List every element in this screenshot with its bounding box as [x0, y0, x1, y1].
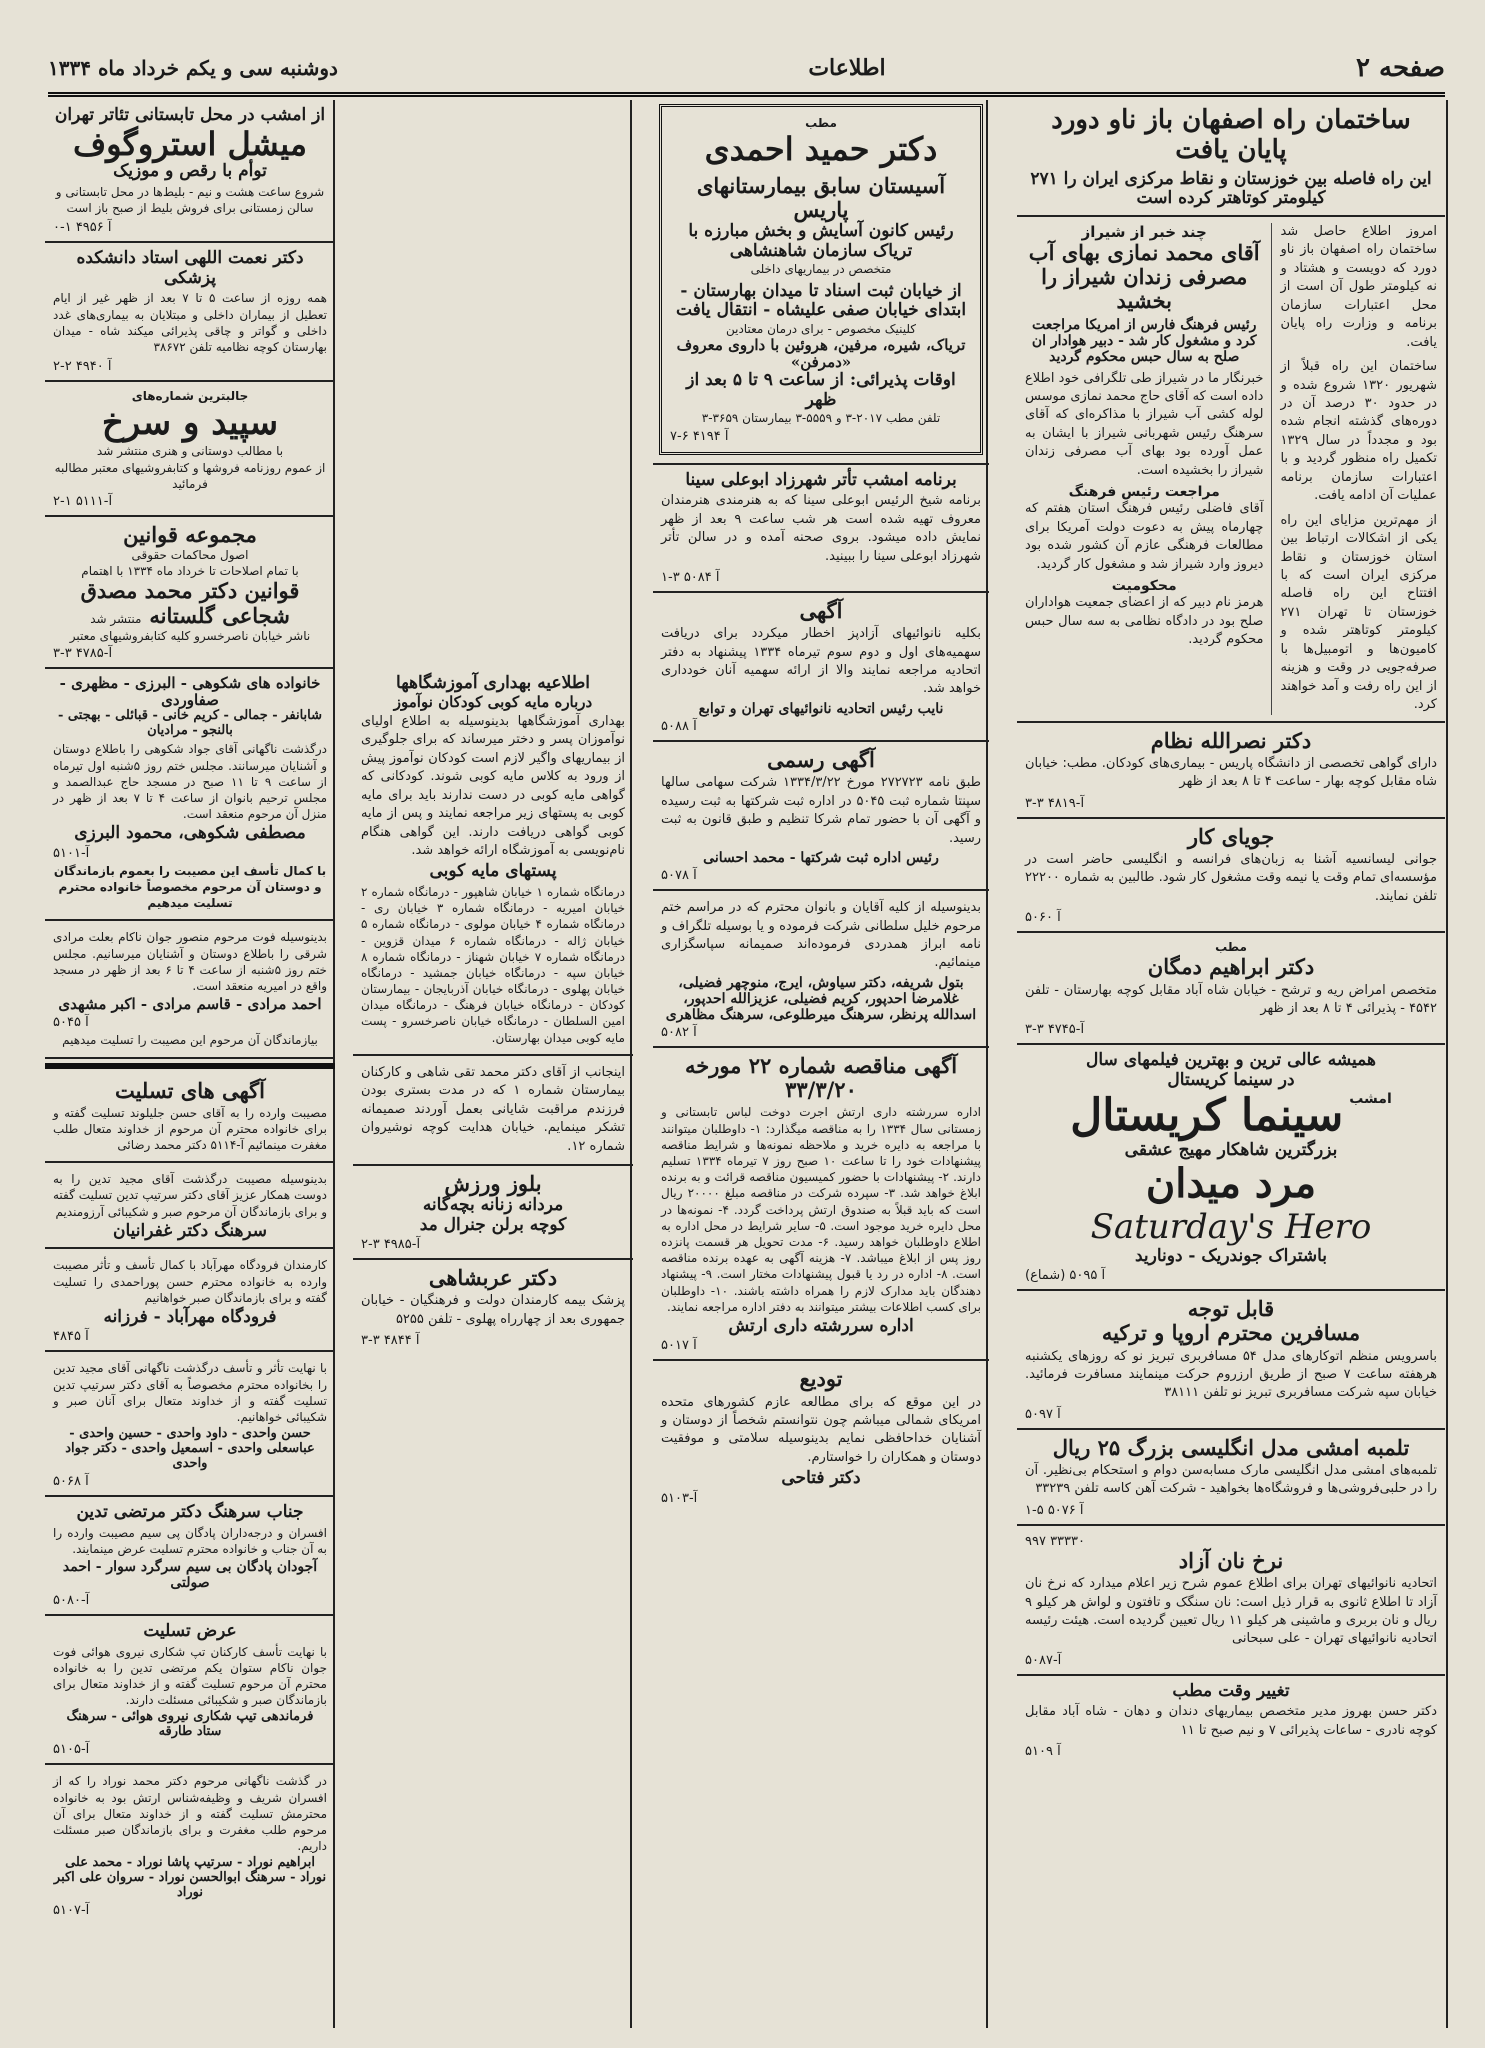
condolence-item-box: [45, 1163, 335, 1249]
column-2: [653, 100, 989, 2028]
tender-signature: اداره سررشته داری ارتش: [728, 1315, 914, 1336]
issue-date: دوشنبه سی و یکم خرداد ماه ۱۳۳۴: [48, 56, 338, 80]
column-divider: [1446, 100, 1448, 2028]
doctor-role: آسیستان سابق بیمارستانهای پاریس: [696, 172, 946, 223]
ad-nasrollah: [1017, 723, 1445, 819]
magazine-name: سپید و سرخ: [101, 403, 279, 444]
ad-code: آ-۵۱۰۷: [53, 1903, 90, 1919]
paper-name: اطلاعات: [808, 55, 886, 81]
doctor-nematollahi-ad: [45, 243, 335, 382]
theatre-subtitle: توأم با رقص و موزیک: [113, 161, 267, 182]
ad-code: آ-۵۱۰۱: [53, 845, 90, 861]
sport-ad: [353, 1166, 633, 1260]
farewell-signature: دکتر فتاحی: [781, 1468, 861, 1489]
doctor-arabshahi-ad: [353, 1260, 633, 1354]
theatre-info: شروع ساعت هشت و نیم - بلیط‌ها در محل تابستانی و سالن زمستانی برای فروش بلیط از صبح باز است: [55, 184, 325, 216]
column-4: [45, 100, 335, 2028]
ad-code: آ ۵۰۶۸: [53, 1474, 89, 1490]
ad-code: آ ۵۰۶۰: [1025, 910, 1061, 926]
ad-code: آ ۴۸۴۵: [53, 1329, 89, 1345]
ad-code: آ ۴۹۴۰ ۲-۲: [53, 359, 112, 375]
thanks-names: بتول شریفه، دکتر سیاوش، ایرج، منوچهر فضیلی، غلامرضا احدپور، کریم فضیلی، عزیزالله احدپور، اسدالله پرنظر، سرهنگ میرطلوعی، سرهنگ مظاهری: [665, 974, 977, 1024]
lead-article: [1017, 100, 1445, 217]
doctor-treatment: تریاک، شیره، مرفین، هروئین با داروی معروف «دمرفن»: [676, 335, 966, 372]
thanks-body: اینجانب از آقای دکتر محمد تقی شاهی و کارکنان بیمارستان شماره ۱ که در مدت بستری بودن فرزندم مراقبت شایانی بعمل آوردند صمیمانه تشکر مینمایم. خیابان هدایت کوچه نوشیروان شماره ۱۲.: [361, 1064, 625, 1154]
official-heading: آگهی رسمی: [767, 747, 875, 773]
law-book-published: منتشر شد: [90, 611, 142, 626]
magazine-subtitle: با مطالب دوستانی و هنری منتشر شد: [96, 444, 284, 459]
bread-price: [1017, 1526, 1445, 1676]
theatre-heading: برنامه امشب تأتر شهرزاد ابوعلی سینا: [685, 469, 957, 490]
law-book-ad: [45, 517, 335, 669]
news-subheadline: رئیس فرهنگ فارس از امریکا مراجعت کرد و مشغول کار شد - دبیر هوادار ان صلح به سال حبس محکوم گردید: [1031, 317, 1257, 366]
condolence-item: با نهایت تأثر و تأسف درگذشت ناگهانی آقای مجید تدین را بخانواده محترم مخصوصاً به آقای دکتر سرتیپ تدین تسلیت گفته و از خداوند متعال برای آنان صبر و شکیبائی خواهانیم.: [53, 1361, 327, 1425]
shiraz-news: [1025, 223, 1272, 715]
doctor-ahmadi-ad: [659, 104, 983, 455]
ad-code: آ-۵۰۸۷: [1025, 1652, 1062, 1668]
law-book-subtitle: اصول محاکمات حقوقی: [131, 548, 249, 563]
doctor-sub: رئیس کانون آسایش و بخش مبارزه با تریاک سازمان شاهنشاهی: [688, 221, 954, 261]
law-book-author: قوانین دکتر محمد مصدق: [80, 578, 300, 604]
bread-ref: ۹۹۷ ۳۳۳۳۰: [1025, 1533, 1085, 1549]
official-notice: [653, 742, 989, 891]
ad-ebrahim: [1017, 933, 1445, 1045]
clinic-time: [1017, 1676, 1445, 1765]
ad-code: آ-۴۹۸۵ ۳-۲: [361, 1237, 421, 1253]
cinema-film-latin: Saturday's Hero: [1090, 1206, 1372, 1247]
law-book-author-row: [53, 604, 327, 628]
travel-notice: [1017, 1291, 1445, 1430]
lead-paragraph: ساختمان این راه قبلاً از شهریور ۱۳۲۰ شروع شده و در حدود ۳۰ درصد آن در دوره‌های گذشته انجام شده بود و مجدداً در سال ۱۳۲۹ تکمیل راه منظور گردید و با اعتبارات سازمان برنامه عملیات آن ادامه یافت.: [1280, 359, 1437, 504]
sport-address: کوچه برلن جنرال مد: [419, 1214, 567, 1235]
posts-body: درمانگاه شماره ۱ خیابان شاهپور - درمانگاه شماره ۲ خیابان امیریه - درمانگاه شماره ۳ خیابان ری - درمانگاه شماره ۴ خیابان مولوی - درمانگاه شماره ۵ خیابان ژاله - درمانگاه شماره ۶ میدان قزوین - درمانگاه شماره ۷ خیابان شهناز - درمانگاه شماره ۸ خیابان سپه - درمانگاه خیابان جمشید - درمانگاه خیابان پهلوی - درمانگاه خیابان آذربایجان - بیمارستان کودکان - درمانگاه خیابان فرهنگ - درمانگاه میدان امین السلطان - درمانگاه خیابان ناصرخسرو - پست مایه کوبی میدان بهارستان.: [361, 884, 626, 1045]
news-paragraph: هرمز نام دبیر که از اعضای جمعیت هواداران صلح بود در دادگاه نظامی به سه سال حبس محکوم گردید.: [1025, 595, 1264, 648]
ad-code: آ-۴۷۴۵ ۳-۳: [1025, 1022, 1085, 1038]
death-notice: [45, 921, 335, 1058]
condolence-item: کارمندان فرودگاه مهرآباد با کمال تأسف و تأثر مصیبت وارده به خانواده محترم حسن پوراحمدی را تسلیت گفته و برای بازماندگان صبر خواهانیم: [53, 1258, 327, 1305]
notice-signature: نایب رئیس اتحادیه نانوائیهای تهران و توابع: [698, 700, 944, 717]
cinema-film: مرد میدان: [1145, 1159, 1317, 1207]
sport-subtitle: مردانه زنانه بچه‌گانه: [422, 1195, 564, 1216]
death-body: بدینوسیله فوت مرحوم منصور جوان ناکام بعلت مرادی شرقی را باطلاع دوستان و آشنایان میرسانیم. مجلس ختم روز ۵شنبه از ساعت ۴ تا ۶ بعد از ظهر در مسجد واقع در امیریه منعقد است.: [53, 930, 327, 993]
notice-body: بهداری آموزشگاهها بدینوسیله به اطلاع اولیای نوآموزان پسر و دختر میرساند که برای جلوگیری از بیماریهای واگیر لازم است کودکان نوآموز پیش از ورود به کلاس مایه کوبی شوند. کودکانی که گواهی مایه کوبی در دست ندارند باید برای مایه کوبی به پستهای زیر مراجعه نمایند و پس از مایه کوبی گواهی دریافت دارند. این گواهی هنگام نام‌نویسی به آموزشگاه ارائه خواهد شد.: [361, 713, 625, 858]
condolence-item: در گذشت ناگهانی مرحوم دکتر محمد نوراد را که از افسران شریف و وظیفه‌شناس ارتش بود به خانواده محترمش تسلیت گفته و از خداوند متعال برای آن مرحوم طلب مغفرت و برای بازماندگان صبر مسئلت داریم.: [53, 1774, 327, 1854]
condolence-item-box: [45, 1352, 335, 1497]
cinema-top: همیشه عالی ترین و بهترین فیلمهای سال: [1086, 1050, 1376, 1071]
bread-title: نرخ نان آزاد: [1178, 1547, 1284, 1573]
thanks-notice: [653, 891, 989, 1048]
page-header: [48, 50, 1445, 86]
condolence-signature: سرهنگ دکتر غفرانیان: [112, 1220, 268, 1241]
ad-code: آ ۵۰۱۷: [661, 1338, 697, 1354]
condolence-item-box: [45, 1616, 335, 1765]
condolence-heading: آگهی های تسلیت: [114, 1077, 266, 1103]
death-note: بیازماندگان آن مرحوم این مصیبت را تسلیت میدهیم: [62, 1033, 318, 1048]
ad-code: آ ۵۰۹۷: [1025, 1406, 1061, 1422]
clinic-time-title: تغییر وقت مطب: [1172, 1680, 1290, 1701]
ad-code: آ-۵۱۰۳: [661, 1490, 698, 1506]
funeral-notice: [45, 669, 335, 921]
section-bar: [45, 1063, 335, 1069]
theatre-title: از امشب در محل تابستانی تئاتر تهران: [54, 105, 326, 125]
magazine-ad: [45, 382, 335, 517]
law-book-seller: ناشر خیابان ناصرخسرو کلیه کتابفروشیهای معتبر: [69, 628, 311, 643]
doctor-name: دکتر حمید احمدی: [704, 130, 938, 169]
notice-subtitle: مسافرین محترم اروپا و ترکیه: [1101, 1320, 1361, 1346]
notice-body: بکلیه نانوائیهای آزادپز اخطار میکردد برای دریافت سهمیه‌های اول و دوم سوم تیرماه ۱۳۳۴ پیشنهاد به دفتر اتحادیه مراجعه نمایند والا از ارائه سهمیه آنان خودداری خواهد شد.: [661, 626, 981, 697]
ad-code: آ-۵۰۸۰: [53, 1593, 90, 1609]
column-1: [1017, 100, 1445, 2028]
ad-title: دکتر ابراهیم دمگان: [1147, 954, 1315, 980]
theatre-tehran-ad: [45, 100, 335, 243]
ad-code: آ-۵۱۱۱ ۱-۲: [53, 493, 113, 509]
condolence-item: با نهایت تأسف کارکنان تپ شکاری نیروی هوائی فوت جوان ناکام ستوان یکم مرتضی تدین را به خانواده محترم آن مرحوم تسلیت گفته و از خداوند متعال برای بازماندگان صبر و شکیبائی مسئلت دارند.: [53, 1644, 327, 1708]
clinic-time-body: دکتر حسن بهروز مدیر متخصص بیماریهای دندان و دهان - شاه آباد مقابل کوچه نادری - ساعات پذیرائی ۷ و نیم صبح تا ۱۱: [1025, 1704, 1437, 1738]
theatre-body: برنامه شیخ الرئیس ابوعلی سینا که به هنرمندی هنرمندان معروف تهیه شده است هر شب ساعت ۹ بعد از ظهر نمایش داده میشود. بروی صحنه آمده و در سالن تأتر شهرزاد ابوعلی سینا را ببینید.: [661, 493, 981, 564]
lead-paragraph: از مهم‌ترین مزایای این راه یکی از اشکالات ارتباط بین استان خوزستان و نقاط مرکزی ایران است که با افتتاح این راه فاصله خوزستان تا تهران ۲۷۱ کیلومتر کوتاهتر شده و کامیون‌ها و اتومبیل‌ها با صرفه‌جویی در وقت و هزینه از این راه رفت و آمد خواهند کرد.: [1280, 512, 1437, 713]
cinema-ad: [1017, 1045, 1445, 1291]
cinema-name-row: [1025, 1091, 1437, 1142]
condolence-signature: ابراهیم نوراد - سرتیپ پاشا نوراد - محمد علی نوراد - سرهنگ ابوالحسن نوراد - سروان علی اکبر نوراد: [53, 1855, 327, 1901]
ad-code: آ ۵۰۸۸: [661, 719, 697, 735]
school-health-notice: [353, 668, 633, 1056]
ad-code: آ ۵۰۷۶ ۵-۱: [1025, 1502, 1084, 1518]
pump-title: تلمبه امشی مدل انگلیسی بزرگ ۲۵ ریال: [1052, 1434, 1410, 1460]
cinema-cast: باشتراک جوندریک - دونارید: [1134, 1245, 1328, 1266]
doctor-spec: متخصص در بیماریهای داخلی: [750, 262, 892, 277]
funeral-note: با کمال تأسف این مصیبت را بعموم بازماندگان و دوستان آن مرحوم مخصوصاً خانواده محترم تسلیت میدهیم: [53, 863, 327, 911]
thanks-body: بدینوسیله از کلیه آقایان و بانوان محترم که در مراسم ختم مرحوم خلیل سلطانی شرکت فرموده و یا بوسیله تلگراف و نامه ابراز همدردی فرموده‌اند صمیمانه سپاسگزاری مینمائیم.: [661, 900, 981, 971]
condolence-item: مصیبت وارده را به آقای حسن جلیلوند تسلیت گفته و برای خانواده محترم آن مرحوم از خداوند متعال طلب مغفرت مینمائیم آ-۵۱۱۴ دکتر محمد رضائی: [53, 1105, 327, 1153]
funeral-families: شابانفر - جمالی - کریم خانی - قبائلی - بهجتی - بالنجو - مرادیان: [57, 708, 323, 739]
condolence-signature: فرماندهی تیپ شکاری نیروی هوائی - سرهنگ ستاد طارقه: [66, 1709, 314, 1740]
ad-code: آ-۴۸۱۹ ۳-۳: [1025, 795, 1085, 811]
doctor-phone: تلفن مطب ۲۰۱۷-۳ و ۵۵۵۹-۳ بیمارستان ۳۶۵۹-۳: [701, 411, 941, 426]
doctor-body: همه روزه از ساعت ۵ تا ۷ بعد از ظهر غیر از ایام تعطیل از بیماران داخلی و مبتلایان به بیماری‌های غدد داخلی و گواتر و چاقی پذیرائی میکند شاه - میدان بهارستان کوچه نظامیه تلفن ۳۸۶۷۲: [53, 291, 327, 354]
condolence-heading: عرض تسلیت: [143, 1621, 237, 1642]
doctor-hours: اوقات پذیرائی: از ساعت ۹ تا ۵ بعد از ظهر: [686, 370, 956, 410]
lead-subtitle: این راه فاصله بین خوزستان و نقاط مرکزی ایران را ۲۷۱ کیلومتر کوتاهتر کرده است: [1030, 168, 1432, 209]
posts-title: پستهای مایه کوبی: [429, 861, 557, 882]
header-rule: [48, 92, 1445, 97]
news-subhead: مراجعت رئیس فرهنگ: [1068, 484, 1220, 501]
ad-label: مطب: [1215, 940, 1247, 955]
condolence-item-box: [45, 1249, 335, 1352]
ad-code: آ ۵۰۸۴ ۳-۱: [661, 569, 720, 585]
news-paragraph: خبرنگار ما در شیراز طی تلگرافی خود اطلاع داده است که آقای حاج محمد نمازی موسس لوله کشی آب شیراز با مذاکره‌ای که آقای سرهنگ رئیس شهربانی شیراز با ایشان به عمل آورده بود بهای آب مصرفی زندان شیراز را بخشیده است.: [1025, 370, 1264, 478]
ad-body: متخصص امراض ریه و ترشح - خیابان شاه آباد مقابل کوچه بهارستان - تلفن ۴۵۴۲ - پذیرائی ۴ تا ۸ بعد از ظهر: [1025, 982, 1437, 1016]
lead-body: [1280, 223, 1437, 715]
official-body: طبق نامه ۲۷۲۷۲۳ مورخ ۱۳۳۴/۳/۲۲ شرکت سهامی سالها سپنتا شماره ثبت ۵۰۴۵ در اداره ثبت شرکتها به ثبت رسیده و آگهی آن با حضور تمام شرکا تنظیم و طبق قانون به ثبت رسید.: [661, 775, 981, 846]
lead-body-row: [1017, 217, 1445, 723]
funeral-signature: مصطفی شکوهی، محمود البرزی: [74, 823, 306, 844]
ad-code: آ ۵۰۸۲: [661, 1025, 697, 1041]
condolence-signature: آجودان پادگان بی سیم سرگرد سوار - احمد صولتی: [62, 1558, 318, 1592]
ad-body: جوانی لیسانسیه آشنا به زبان‌های فرانسه و انگلیسی حاضر است در مؤسسه‌ای تمام وقت یا نیمه وقت مشغول کار شود. طالبین به شماره ۲۲۲۰۰ تلفن نمایند.: [1025, 851, 1437, 904]
ad-code: آ ۵۰۹۵ (شماع): [1025, 1268, 1106, 1284]
thanks-notice: [353, 1056, 633, 1166]
condolence-item: بدینوسیله مصیبت درگذشت آقای مجید تدین را به دوست همکار عزیز آقای دکتر سرتیپ تدین تسلیت گفته و برای بازماندگان آن مرحوم صبر و شکیبائی آرزومندیم: [53, 1172, 327, 1219]
condolence-item: افسران و درجه‌داران پادگان پی سیم مصیبت وارده را به آن جناب و خانواده محترم تسلیت عرض مینمایند.: [53, 1525, 327, 1556]
ad-code: آ-۵۱۰۵: [53, 1742, 90, 1758]
ad-job: [1017, 819, 1445, 934]
ad-code: آ ۴۸۴۴ ۳-۳: [361, 1333, 420, 1349]
cinema-tonight: امشب: [1349, 1090, 1392, 1107]
pump-body: تلمبه‌های امشی مدل انگلیسی مارک مسابه‌سن دوام و استحکام بی‌نظیر. آن را در حلبی‌فروشی‌ها و فروشگاه‌ها بخواهید - شرکت آهن کاسه تلفن ۳۳۲۳۹: [1025, 1463, 1437, 1497]
ad-code: آ ۵۱۰۹: [1025, 1744, 1061, 1760]
cinema-in: در سینما کریستال: [1167, 1069, 1295, 1090]
law-book-title: مجموعه قوانین: [123, 521, 257, 547]
lead-paragraph: امروز اطلاع حاصل شد ساختمان راه اصفهان باز ناو دورد که دویست و هشتاد و نه کیلومتر طول آن است از محل اعتبارات سازمان برنامه و وزارت راه پایان یافت.: [1280, 223, 1437, 350]
magazine-tag: جالبترین شماره‌های: [131, 389, 249, 404]
farewell-heading: تودیع: [799, 1366, 843, 1392]
sport-title: بلوز ورزش: [444, 1171, 542, 1197]
doctor-address: از خیابان ثبت اسناد تا میدان بهارستان - ابتدای خیابان صفی علیشاه - انتقال یافت: [675, 280, 967, 321]
doctor-title: دکتر نعمت اللهی استاد دانشکده پزشکی: [76, 248, 304, 288]
cinema-subtitle: بزرگترین شاهکار مهیج عشقی: [1124, 1140, 1338, 1161]
ad-code: آ ۵۰۴۵: [53, 1015, 89, 1031]
tender-heading: آگهی مناقصه شماره ۲۲ مورخه ۳۳/۳/۲۰: [684, 1053, 958, 1103]
funeral-body: درگذشت ناگهانی آقای جواد شکوهی را باطلاع دوستان و آشنایان میرسانند. مجلس ختم روز ۵شنبه اول تیرماه از ساعت ۹ تا ۱۱ صبح در مسجد حاج عبدالصمد و مجلس ترحیم بانوان از ساعت ۴ تا ۷ بعد از ظهر در منزل آن مرحوم منعقد است.: [53, 742, 328, 822]
condolence-heading: جناب سرهنگ دکتر مرتضی تدین: [76, 1502, 304, 1523]
notice-subtitle: درباره مایه کوبی کودکان نوآموز: [393, 692, 593, 711]
official-signature: رئیس اداره ثبت شرکتها - محمد احسانی: [703, 849, 939, 866]
condolence-signature: فرودگاه مهرآباد - فرزانه: [103, 1306, 277, 1327]
theatre-play: میشل استروگوف: [72, 124, 308, 163]
theatre-program: [653, 463, 989, 593]
notice-heading: آگهی: [799, 597, 843, 623]
bakers-notice: [653, 593, 989, 742]
lead-title: ساختمان راه اصفهان باز ناو دورد پایان یافت: [1051, 105, 1411, 165]
law-book-coauthor: شجاعی گلستانه: [149, 602, 290, 628]
farewell-body: در این موقع که برای مطالعه عازم کشورهای متحده امریکای شمالی میباشم چون نتوانستم شخصاً از دوستان و آشنایان خداحافظی نمایم بدینوسیله سلامتی و موفقیت دوستان و همکاران را خواستارم.: [661, 1394, 981, 1465]
notice-title: اطلاعیه بهداری آموزشگاهها: [396, 673, 590, 693]
notice-title: قابل توجه: [1187, 1296, 1275, 1322]
funeral-families: خانواده های شکوهی - البرزی - مظهری - صفاوردی: [59, 673, 321, 710]
ad-title: دکتر نصرالله نظام: [1150, 727, 1312, 753]
ad-code: آ ۴۱۹۴ ۶-۷: [670, 428, 729, 444]
news-subhead: محکومیت: [1111, 578, 1177, 595]
law-book-subtitle: با تمام اصلاحات تا خرداد ماه ۱۳۳۴ با اهتمام: [81, 564, 299, 579]
bread-body: اتحادیه نانوائیهای تهران برای اطلاع عموم شرح زیر اعلام میدارد که نرخ نان آزاد تا اطلاع ثانوی به قرار ذیل است: نان سنگک و تافتون و لواش هر کیلو ۹ ریال و نان بربری و ماشینی هر کیلو ۱۱ ریال تعیین گردیده است. هیئت رئیسه اتحادیه نانوائیهای تهران - علی سبحانی: [1025, 1576, 1437, 1647]
ad-label: مطب: [805, 116, 837, 130]
news-paragraph: آقای فاضلی رئیس فرهنگ استان هفتم که چهارماه پیش به دعوت دولت آمریکا برای مطالعات فرهنگی عازم آن کشور شده بود دیروز وارد شیراز شد و مشغول کار گردید.: [1025, 501, 1264, 572]
ad-body: دارای گواهی تخصصی از دانشگاه پاریس - بیماری‌های کودکان. مطب: خیابان شاه مقابل کوچه بهار - ساعت ۴ تا ۸ بعد از ظهر: [1025, 755, 1437, 790]
cinema-name: سینما کریستال: [1070, 1089, 1344, 1141]
tender-body: اداره سررشته داری ارتش اجرت دوخت لباس تابستانی و زمستانی سال ۱۳۳۴ را به مناقصه میگذارد: ۱- داوطلبان میتوانند با مراجعه به دایره خرید و ملاحظه نمونه‌ها و شرایط مناقصه پیشنهادات خود را تا ساعت ۱۰ صبح روز ۷ تیرماه ۱۳۳۴ تسلیم دارند. ۲- پیشنهادات با حضور کمیسیون مناقصه قرائت و به برنده ابلاغ خواهد شد. ۳- سپرده شرکت در مناقصه مبلغ ۲۰۰۰۰ ریال است که باید قبلاً به صندوق ارتش پرداخت گردد. ۴- نمونه‌ها در محل دایره خرید موجود است. ۵- سایر شرایط در محل اداره به اطلاع داوطلبان خواهد رسید. ۶- مدت تحویل هر قسمت پانزده روز پس از ابلاغ میباشد. ۷- هزینه آگهی به عهده برنده مناقصه است. ۸- اداره در رد یا قبول پیشنهادات مختار است. ۹- پیشنهاد دهندگان باید مدارک لازم را همراه داشته باشند. ۱۰- داوطلبان برای کسب اطلاعات بیشتر میتوانند به دفتر اداره مراجعه نمایند.: [661, 1105, 982, 1314]
doctor-body: پزشک بیمه کارمندان دولت و فرهنگیان - خیابان جمهوری بعد از چهارراه پهلوی - تلفن ۵۲۵۵: [361, 1293, 625, 1327]
condolence-item-box: [45, 1497, 335, 1616]
news-tag: چند خبر از شیراز: [1081, 222, 1207, 241]
condolence-item-box: [45, 1765, 335, 1924]
news-headline: آقای محمد نمازی بهای آب مصرفی زندان شیراز را بخشید: [1028, 239, 1260, 314]
column-3: [353, 668, 633, 2028]
condolence-signature: حسن واحدی - داود واحدی - حسین واحدی - عباسعلی واحدی - اسمعیل واحدی - دکتر جواد واحدی: [65, 1426, 315, 1472]
ad-code: آ-۴۷۸۵ ۳-۳: [53, 645, 113, 661]
notice-body: باسرویس منظم اتوکارهای مدل ۵۴ مسافربری تبریز نو که روزهای یکشنبه هرهفته ساعت ۷ صبح از طریق ارزروم حرکت مینمایند مسافرت فرمائید. خیابان سپه شرکت مسافربری تبریز نو تلفن ۳۸۱۱۱: [1025, 1348, 1437, 1401]
doctor-clinic: کلینیک مخصوص - برای درمان معتادین: [725, 321, 916, 336]
death-signature: احمد مرادی - قاسم مرادی - اکبر مشهدی: [58, 995, 322, 1014]
condolence-section: [45, 1073, 335, 1164]
doctor-name: دکتر عربشاهی: [428, 1265, 558, 1291]
farewell-notice: [653, 1361, 989, 1512]
pump-ad: [1017, 1430, 1445, 1526]
ad-code: آ ۵۰۷۸: [661, 868, 697, 884]
page-number: صفحه ۲: [1356, 53, 1445, 83]
magazine-info: از عموم روزنامه فروشها و کتابفروشیهای معتبر مطالبه فرمائید: [54, 460, 326, 491]
ad-code: آ ۴۹۵۶ ۱-۰: [53, 220, 112, 236]
ad-title: جویای کار: [1187, 823, 1275, 849]
tender-notice: [653, 1048, 989, 1361]
